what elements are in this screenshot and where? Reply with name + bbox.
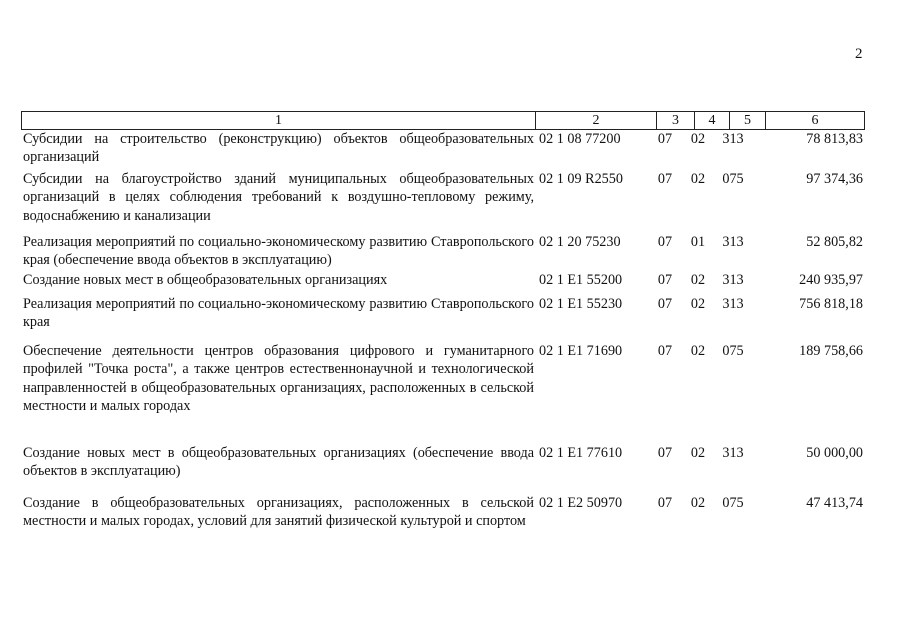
row-col-4: 02	[690, 445, 706, 461]
row-amount: 52 805,82	[806, 234, 863, 250]
row-col-4: 02	[690, 171, 706, 187]
row-code: 02 1 09 R2550	[539, 171, 623, 187]
row-col-5: 075	[722, 171, 744, 187]
row-col-4: 01	[690, 234, 706, 250]
row-amount: 240 935,97	[799, 272, 863, 288]
row-col-5: 075	[722, 343, 744, 359]
row-col-3: 07	[657, 296, 673, 312]
header-col-3: 3	[656, 111, 695, 130]
row-col-5: 075	[722, 495, 744, 511]
row-code: 02 1 E1 55230	[539, 296, 623, 312]
header-col-5: 5	[729, 111, 766, 130]
row-col-3: 07	[657, 343, 673, 359]
row-code: 02 1 E2 50970	[539, 495, 623, 511]
row-col-4: 02	[690, 495, 706, 511]
row-col-5: 313	[722, 445, 744, 461]
row-code: 02 1 E1 77610	[539, 445, 623, 461]
row-amount: 189 758,66	[799, 343, 863, 359]
row-code: 02 1 20 75230	[539, 234, 621, 250]
row-col-4: 02	[690, 272, 706, 288]
row-amount: 78 813,83	[806, 131, 863, 147]
row-col-3: 07	[657, 495, 673, 511]
row-code: 02 1 E1 71690	[539, 343, 623, 359]
row-name: Создание в общеобразовательных организациях, расположенных в сельской местности и малых городах, условий для занятий физической культурой и спортом	[23, 495, 534, 530]
row-col-5: 313	[722, 272, 744, 288]
row-name: Субсидии на благоустройство зданий муниципальных общеобразовательных организаций в целях соблюдения требований к воздушно-тепловому режиму, водоснабжению и канализации	[23, 171, 534, 224]
row-name: Реализация мероприятий по социально-экономическому развитию Ставропольского края	[23, 296, 534, 331]
row-amount: 756 818,18	[799, 296, 863, 312]
row-col-5: 313	[722, 296, 744, 312]
row-code: 02 1 E1 55200	[539, 272, 623, 288]
row-amount: 47 413,74	[806, 495, 863, 511]
row-col-4: 02	[690, 131, 706, 147]
row-col-3: 07	[657, 234, 673, 250]
row-amount: 50 000,00	[806, 445, 863, 461]
header-col-2: 2	[535, 111, 657, 130]
row-name: Создание новых мест в общеобразовательных организациях	[23, 272, 388, 288]
row-name: Реализация мероприятий по социально-экономическому развитию Ставропольского края (обеспечение ввода объектов в эксплуатацию)	[23, 234, 534, 269]
header-col-6: 6	[765, 111, 865, 130]
header-col-4: 4	[694, 111, 730, 130]
row-col-3: 07	[657, 171, 673, 187]
row-code: 02 1 08 77200	[539, 131, 621, 147]
row-col-3: 07	[657, 445, 673, 461]
row-name: Субсидии на строительство (реконструкцию) объектов общеобразовательных организаций	[23, 131, 534, 166]
row-col-3: 07	[657, 131, 673, 147]
row-col-3: 07	[657, 272, 673, 288]
row-col-4: 02	[690, 296, 706, 312]
header-col-1: 1	[21, 111, 536, 130]
row-col-5: 313	[722, 131, 744, 147]
row-name: Создание новых мест в общеобразовательных организациях (обеспечение ввода объектов в эксплуатацию)	[23, 445, 534, 480]
page-number: 2	[855, 46, 863, 62]
row-name: Обеспечение деятельности центров образования цифрового и гуманитарного профилей "Точка роста", а также центров естественнонаучной и технологической направленностей в общеобразовательных организациях, расположенных в сельской местности и малых городах	[23, 343, 534, 414]
row-col-4: 02	[690, 343, 706, 359]
table-header	[21, 111, 865, 130]
row-col-5: 313	[722, 234, 744, 250]
row-amount: 97 374,36	[806, 171, 863, 187]
